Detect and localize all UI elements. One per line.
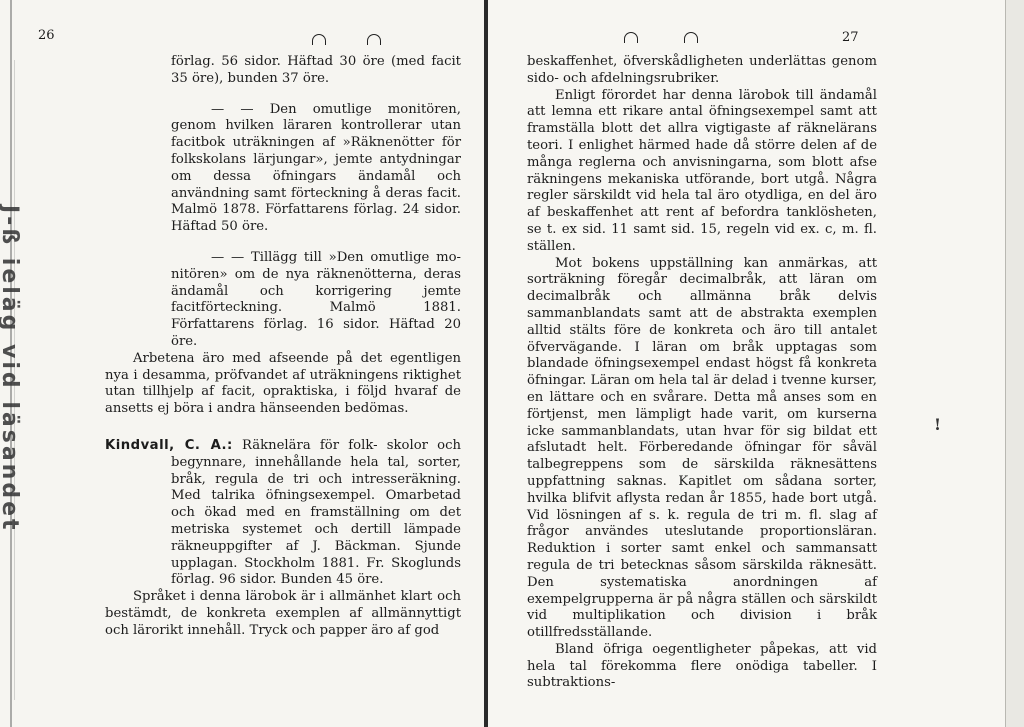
book-gutter [484,0,488,727]
binding-mark [367,34,381,45]
entry-line: Kindvall, C. A.: Räknelära för folk- skolor och begynnare, innehållande hela tal, sorter, bråk, regula de tri och intresseräkning. Med talrika öfningsexempel. Omarbetad och ökad med en framställning om det metriska systemet och dertill lämpade räkneuppgifter af J. Bäckman. Sjunde upplagan. Stockholm 1881. Fr. Skoglunds förlag. 96 sidor. Bunden 45 öre. [105,437,461,588]
bibliography-entry [105,250,461,351]
review-paragraph: Enligt förordet har denna lärobok till ändamål att lemna ett rikare antal öfningsexempel samt att framställa blott det allra vigtigaste af räknelärans teori. I enlighet härmed hade då större delen af de många reglerna och anvisningarna, som blott afse räkningens mekaniska utförande, bort utgå. Några regler särskildt vid hela tal äro otydliga, en del äro af beskaffenhet att rent af befordra tanklösheten, se t. ex sid. 11 samt sid. 15, regeln vid ex. c, m. fl. ställen. [527,87,877,254]
review-paragraph: Arbetena äro med afseende på det egentligen nya i desamma, pröfvandet af uträkningens riktighet utan tillhjelp af facit, opraktiska, i följd hvaraf de ansetts ej böra i andra hänseenden bedömas. [105,350,461,417]
page-number-right: 27 [842,30,859,45]
entry-line: — — Tillägg till »Den omutlige mo- nitören» om de nya räknenötterna, deras ändamål och korrigering jemte facitförteckning. Malmö 1881. Författarens förlag. 16 sidor. Häftad 20 öre. [171,249,461,349]
bibliography-entry [105,438,461,589]
entry-line: förlag. 56 sidor. Häftad 30 öre (med facit 35 öre), bunden 37 öre. [171,54,461,86]
bibliography-entry [105,54,461,88]
left-column [105,54,461,640]
binding-mark [684,32,698,43]
page-number-left: 26 [38,28,55,43]
right-column [527,54,877,692]
review-paragraph: Språket i denna lärobok är i allmänhet klart och bestämdt, de konkreta exemplen af allmännyttigt och lärorikt innehåll. Tryck och papper äro af god [105,589,461,638]
handwritten-margin-note: J-ß [0,205,22,248]
bibliography-entry [105,102,461,236]
right-page-edge [1005,0,1024,727]
binding-mark [624,32,638,43]
review-paragraph: Bland öfriga oegentligheter påpekas, att vid hela tal förekomma flere onödiga tabeller. I subtraktions- [527,641,877,691]
author-name: Kindvall, C. A.: [105,437,233,453]
binding-mark [312,34,326,45]
review-paragraph: beskaffenhet, öfverskådligheten underlättas genom sido- och afdelningsrubriker. [527,54,877,86]
margin-mark-icon: ! [934,415,942,434]
entry-line: — — Den omutlige monitören, genom hvilken läraren kontrollerar utan facitbok uträkningen af »Räknenötter för folkskolans lärjungar», jemte antydningar om dessa öfningars ändamål och användning samt förteckning å deras facit. Malmö 1878. Författarens förlag. 24 sidor. Häftad 50 öre. [171,101,461,235]
review-paragraph: Mot bokens uppställning kan anmärkas, att sorträkning föregår decimalbråk, att läran om decimalbråk och allmänna bråk delvis sammanblandats samt att de abstrakta exemplen alltid stälts före de konkreta och äro till antalet öfvervägande. I läran om bråk upptagas som blandade öfningsexempel endast högst få konkreta öfningar. Läran om hela tal är delad i tvenne kurser, en lättare och en svårare. Detta må anses som en förtjenst, men lämpligt hade varit, om kurserna icke sammanblandats, utan hvar för sig bildat ett afslutadt helt. Förberedande öfningar för såväl talbegreppens som de särskilda räknesättens uppfattning saknas. Kapitlet om sådana sorter, hvilka blifvit aflysta redan år 1855, hade bort utgå. Vid lösningen af s. k. regula de tri m. fl. slag af frågor användes uteslutande proportionsläran. Reduktion i sorter samt enkel och sammansatt regula de tri betecknas såsom särskilda räknesätt. Den systematiska anordningen af exempelgrupperna är på några ställen och särskildt vid multiplikation och division i bråk otillfredsställande. [527,255,877,641]
